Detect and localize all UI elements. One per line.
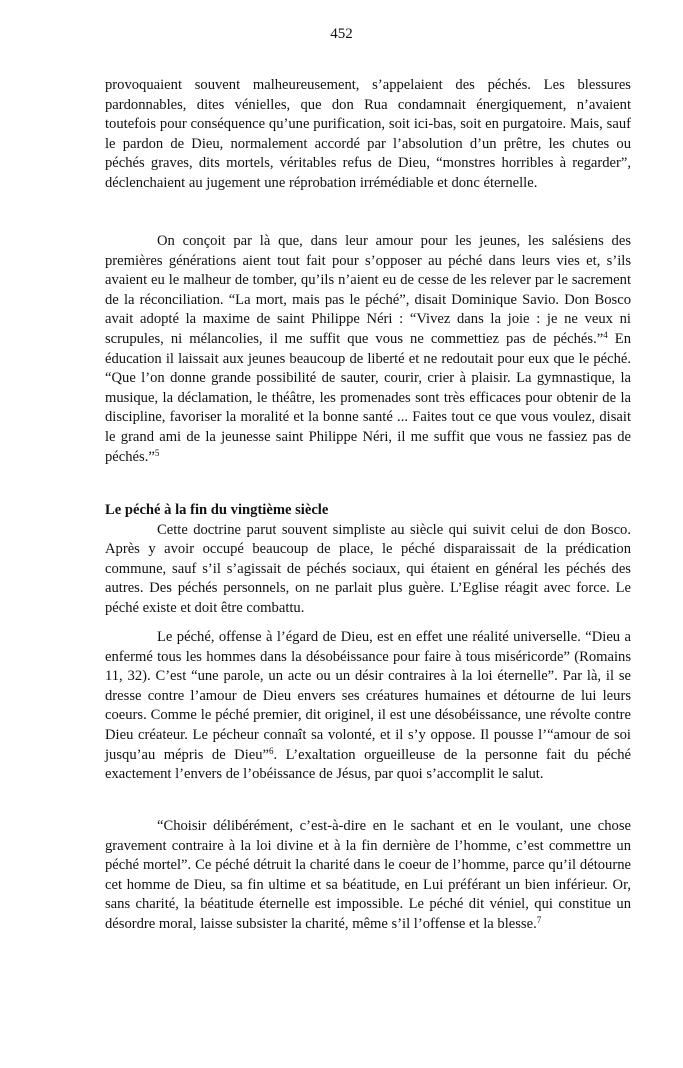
paragraph-5-text: “Choisir délibérément, c’est-à-dire en le sachant et en le voulant, une chose gravement contraire à la loi divine et à la fin dernière de l’homme, c’est commettre un péché mortel”. Ce péché détruit la charité dans le coeur de l’homme, parce qu’il détourne cet homme de Dieu, sa fin ultime et sa béatitude, en Lui préférant un bien inférieur. Or, sans charité, la béatitude éternelle est impossible. Le péché dit véniel, qui constitue un désordre moral, laisse subsister la charité, même s’il l’offense et la blesse. <box>105 818 631 932</box>
paragraph-1 <box>105 76 631 194</box>
paragraph-4-text-cont: . L’exaltation orgueilleuse de la personne fait du péché exactement l’envers de l’obéissance de Jésus, par quoi s’accomplit le salut. <box>105 746 631 783</box>
section-heading: Le péché à la fin du vingtième siècle <box>105 502 329 518</box>
footnote-ref-5: 5 <box>154 447 160 458</box>
paragraph-3-text: Cette doctrine parut souvent simpliste au siècle qui suivit celui de don Bosco. Après y avoir occupé beaucoup de place, le péché disparaissait de la prédication commune, sauf s’il s’agissait de péchés sociaux, qui étaient en général les péchés des autres. Des péchés personnels, on ne parlait plus guère. L’Eglise réagit avec force. Le péché existe et doit être combattu. <box>105 521 631 616</box>
page-number: 452 <box>330 26 353 42</box>
paragraph-1-text: provoquaient souvent malheureusement, s’appelaient des péchés. Les blessures pardonnables, dites vénielles, que don Rua condamnait énergiquement, n’avaient toutefois pour conséquence qu’une purification, soit ici-bas, soit en purgatoire. Mais, sauf le pardon de Dieu, normalement accordé par l’absolution d’un prêtre, les chutes ou péchés graves, dits mortels, véritables refus de Dieu, “monstres horribles à regarder”, déclenchaient au jugement une réprobation irrémédiable et donc éternelle. <box>105 77 631 191</box>
section-2 <box>105 501 631 619</box>
footnote-ref-7: 7 <box>536 914 542 925</box>
footnote-ref-6: 6 <box>269 745 274 756</box>
paragraph-4-text: Le péché, offense à l’égard de Dieu, est en effet une réalité universelle. “Dieu a enfermé tous les hommes dans la désobéissance pour faire à tous miséricorde” (Romains 11, 32). C’est “une parole, un acte ou un désir contraires à la loi éternelle”. Par là, il se dresse contre l’amour de Dieu envers ses créatures humaines et détourne de lui leurs coeurs. Comme le péché premier, dit originel, il est une désobéissance, une révolte contre Dieu créateur. Le pécheur connaît sa volonté, et il s’y oppose. Il pousse l’“amour de soi jusqu’au mépris de Dieu” <box>105 629 631 763</box>
paragraph-2 <box>105 232 631 467</box>
paragraph-2-text: On conçoit par là que, dans leur amour pour les jeunes, les salésiens des premières générations aient tout fait pour s’opposer au péché dans leurs vies et, s’ils avaient eu le malheur de tomber, qu’ils n’aient eu de cesse de les relever par le sacrement de la réconciliation. “La mort, mais pas le péché”, disait Dominique Savio. Don Bosco avait adopté la maxime de saint Philippe Néri : “Vivez dans la joie : je ne veux ni scrupules, ni mélancolies, il me suffit que vous ne commettiez pas de péchés.” <box>105 233 631 347</box>
paragraph-4 <box>105 628 631 785</box>
footnote-ref-4: 4 <box>603 329 608 340</box>
paragraph-2-text-cont: En éducation il laissait aux jeunes beaucoup de liberté et ne redoutait pour eux que le péché. “Que l’on donne grande possibilité de sauter, courir, crier à plaisir. La gymnastique, la musique, la déclamation, le théâtre, les promenades sont très efficaces pour obtenir de la discipline, favoriser la moralité et la bonne santé ... Faites tout ce que vous voulez, disait le grand ami de la jeunesse saint Philippe Néri, il me suffit que vous ne fassiez pas de péchés.” <box>105 330 631 465</box>
paragraph-5 <box>105 817 631 935</box>
